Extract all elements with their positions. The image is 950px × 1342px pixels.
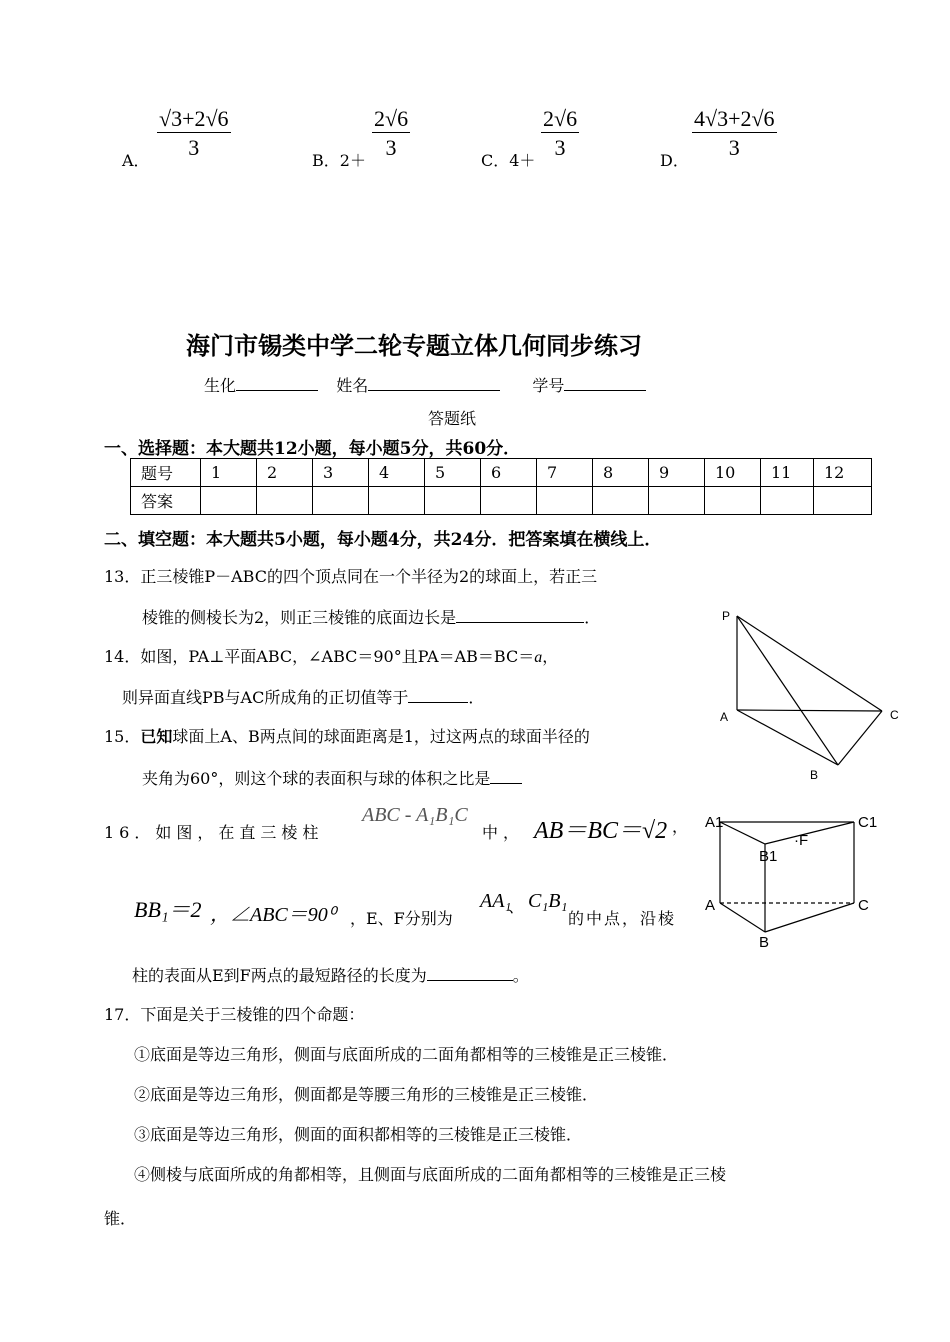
q17-item-3: ③底面是等边三角形，侧面的面积都相等的三棱锥是正三棱锥． [134, 1125, 583, 1144]
table-cell: 3 [313, 459, 369, 487]
figure-prism [700, 808, 890, 958]
q17-item-4-tail: 锥． [104, 1209, 137, 1228]
option-d-fraction [692, 108, 777, 159]
answer-cell[interactable] [814, 487, 872, 515]
option-d-numerator: 4√3+2√6 [694, 106, 775, 131]
answer-cell[interactable] [649, 487, 705, 515]
id-blank[interactable] [564, 372, 646, 391]
q14-line1 [104, 644, 558, 667]
q17-item-1: ①底面是等边三角形，侧面与底面所成的二面角都相等的三棱锥是正三棱锥． [134, 1045, 679, 1064]
answer-cell[interactable] [425, 487, 481, 515]
option-d-label: D． [660, 151, 689, 170]
q15-line1-text: 球面上A、B两点间的球面距离是1，过这两点的球面半径的 [172, 727, 590, 746]
q15-line2-text: 夹角为60°，则这个球的表面积与球的体积之比是 [142, 769, 491, 788]
class-blank[interactable] [236, 372, 318, 391]
option-d-denominator: 3 [728, 135, 740, 160]
q16-line3 [132, 962, 529, 986]
q15-answer-blank[interactable] [490, 765, 522, 784]
q13-line2 [142, 604, 600, 628]
table-row [131, 459, 872, 487]
table-cell: 4 [369, 459, 425, 487]
q15-known: 已知 [140, 727, 173, 746]
option-b-numerator: 2√6 [374, 106, 409, 131]
option-c-numerator: 2√6 [543, 106, 578, 131]
id-label: 学号 [532, 376, 565, 395]
q16-line2-text: ，E、F分别为 [350, 909, 453, 928]
fig2-label-f: ·F [794, 832, 809, 849]
page-title: 海门市锡类中学二轮专题立体几何同步练习 [186, 332, 642, 360]
fig1-label-c: C [890, 708, 899, 722]
q14-line2 [122, 684, 484, 708]
table-cell: 1 [201, 459, 257, 487]
answer-cell[interactable] [201, 487, 257, 515]
option-a-label: A． [122, 151, 150, 170]
class-label: 生化 [204, 376, 237, 395]
answer-cell[interactable] [481, 487, 537, 515]
q17-intro: 17．下面是关于三棱锥的四个命题： [104, 1005, 365, 1024]
q14-var-a: a [534, 649, 543, 666]
fig2-label-b: B [759, 934, 770, 951]
q16-line2-tail: 的中点，沿棱 [568, 909, 677, 928]
option-c-denominator: 3 [554, 135, 566, 160]
q16-comma: ， [672, 817, 689, 836]
option-c-label: C．4＋ [481, 151, 536, 170]
option-a-numerator: √3+2√6 [159, 106, 229, 131]
q14-answer-blank[interactable] [408, 684, 468, 703]
option-a-fraction [157, 108, 231, 159]
table-cell: 答案 [131, 487, 201, 515]
q16-line3-text: 柱的表面从E到F两点的最短路径的长度为 [132, 966, 427, 985]
q15-line2 [142, 765, 522, 789]
answer-table [130, 458, 872, 515]
section-1-heading: 一、选择题：本大题共12小题，每小题5分，共60分． [104, 439, 521, 459]
q16-eq2: BB₁＝2 [134, 897, 202, 922]
q16-seg1: AA₁ [480, 890, 512, 912]
q16-answer-blank[interactable] [427, 962, 513, 981]
answer-sheet-label: 答题纸 [428, 409, 477, 428]
figure-tetrahedron [710, 600, 910, 790]
q17-item-4: ④侧棱与底面所成的角都相等，且侧面与底面所成的二面角都相等的三棱锥是正三棱 [134, 1165, 727, 1184]
answer-cell[interactable] [313, 487, 369, 515]
fig2-label-c: C [858, 897, 869, 914]
section-2-heading: 二、填空题：本大题共5小题，每小题4分，共24分．把答案填在横线上． [104, 530, 662, 550]
answer-cell[interactable] [257, 487, 313, 515]
q14-comma: ， [542, 647, 559, 666]
answer-cell[interactable] [705, 487, 761, 515]
table-cell: 7 [537, 459, 593, 487]
q16-eq3: ，∠ABC＝90⁰ [210, 904, 336, 926]
q15-line1 [104, 724, 590, 747]
q16-zhong: 中， [482, 823, 525, 842]
name-blank[interactable] [368, 372, 500, 391]
q16-seg2: C₁B₁ [528, 890, 568, 912]
q14-period: ． [468, 688, 485, 707]
table-cell: 题号 [131, 459, 201, 487]
answer-cell[interactable] [537, 487, 593, 515]
option-c-fraction [541, 108, 579, 159]
q16-period: 。 [512, 966, 529, 985]
table-cell: 9 [649, 459, 705, 487]
answer-cell[interactable] [369, 487, 425, 515]
q17-item-2: ②底面是等边三角形，侧面都是等腰三角形的三棱锥是正三棱锥． [134, 1085, 599, 1104]
q13-line2-text: 棱锥的侧棱长为2，则正三棱锥的底面边长是 [142, 608, 457, 627]
q16-sep: 、 [508, 897, 525, 916]
answer-cell[interactable] [593, 487, 649, 515]
q15-number: 15． [104, 727, 141, 746]
info-line [204, 372, 646, 396]
fig2-label-a1: A1 [705, 814, 724, 831]
table-cell: 5 [425, 459, 481, 487]
table-cell: 11 [761, 459, 814, 487]
option-b-denominator: 3 [385, 135, 397, 160]
table-cell: 2 [257, 459, 313, 487]
fig2-label-c1: C1 [858, 814, 878, 831]
fig1-label-a: A [720, 710, 729, 724]
answer-cell[interactable] [761, 487, 814, 515]
name-label: 姓名 [336, 376, 369, 395]
table-cell: 12 [814, 459, 872, 487]
q14-line1-text: 14．如图，PA⊥平面ABC，∠ABC＝90°且PA＝AB＝BC＝ [104, 647, 535, 666]
table-cell: 6 [481, 459, 537, 487]
q16-prism: ABC - A₁B₁C [362, 804, 468, 826]
fig2-label-a: A [705, 897, 716, 914]
q14-line2-text: 则异面直线PB与AC所成角的正切值等于 [122, 688, 409, 707]
fig2-label-b1: B1 [759, 848, 778, 865]
q13-line1: 13．正三棱锥P－ABC的四个顶点同在一个半径为2的球面上，若正三 [104, 567, 598, 586]
fig1-label-b: B [810, 768, 819, 782]
q13-period: ． [584, 608, 601, 627]
q16-eq1: AB＝BC＝√2 [534, 818, 668, 844]
option-b-fraction [372, 108, 410, 159]
table-row [131, 487, 872, 515]
table-cell: 8 [593, 459, 649, 487]
table-cell: 10 [705, 459, 761, 487]
option-b-label: B．2＋ [312, 151, 366, 170]
fig1-label-p: P [722, 609, 731, 623]
q13-answer-blank[interactable] [456, 604, 584, 623]
option-a-denominator: 3 [188, 135, 200, 160]
q16-line1-text: 16．如图，在直三棱柱 [104, 823, 324, 842]
